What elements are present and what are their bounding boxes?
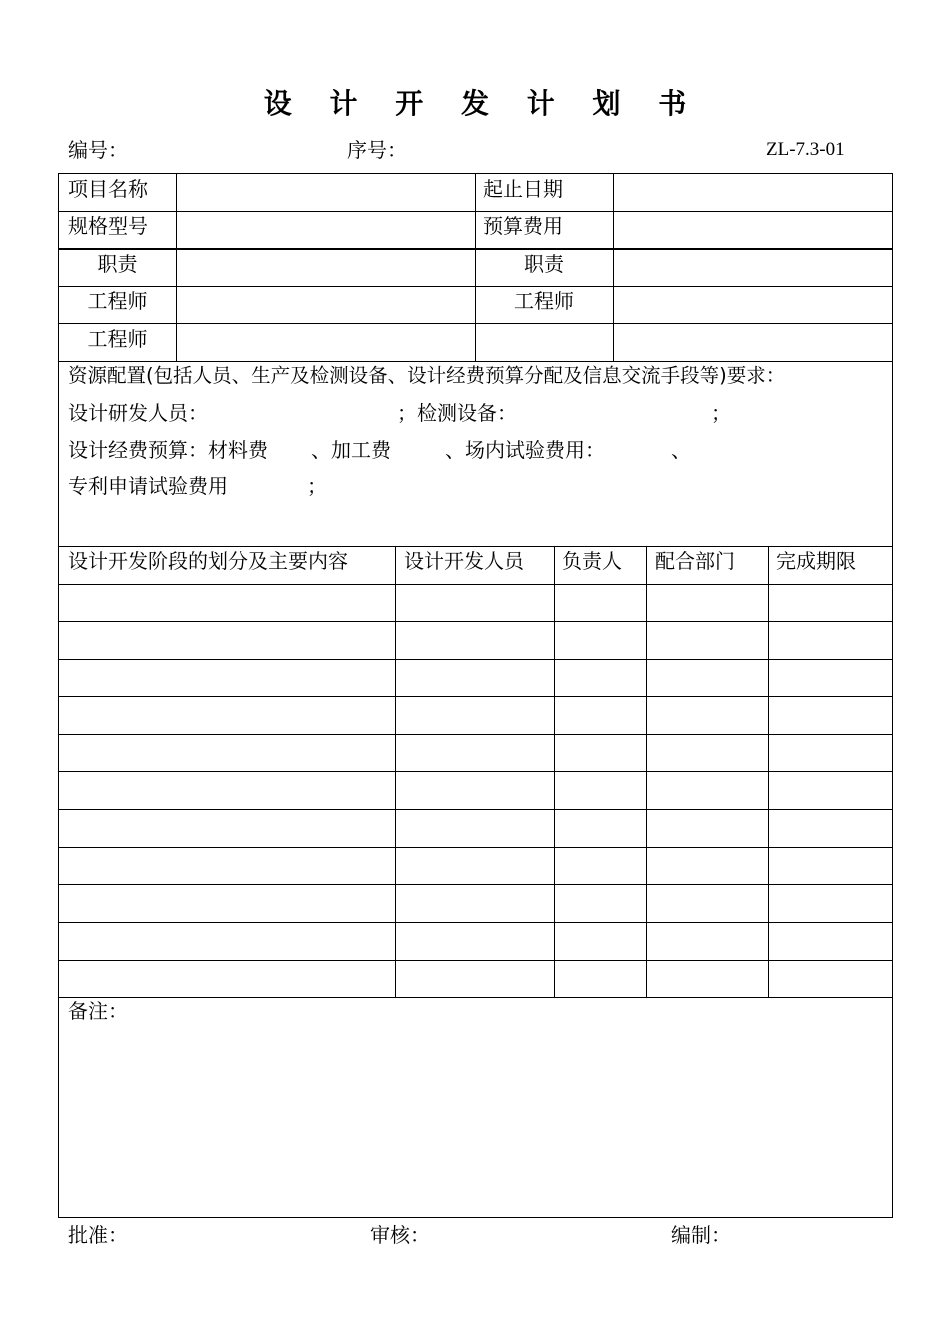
developer-header: 设计开发人员 [404,549,524,573]
equipment-label: ；检测设备： [397,401,517,425]
patent-end: ； [307,474,327,498]
col-divider [646,546,647,997]
budget-separator: 、 [671,438,691,462]
prepare-label: 编制： [671,1223,731,1247]
col-divider [176,174,177,361]
remarks-label: 备注： [68,999,128,1023]
col-divider [395,546,396,997]
engineer-label-right: 工程师 [514,289,574,313]
col-divider [554,546,555,997]
plan-form [58,173,893,1218]
number-label: 编号： [68,138,128,162]
equipment-end: ； [711,401,731,425]
budget-label: 预算费用 [483,214,563,238]
duty-label-left: 职责 [97,252,138,276]
approve-label: 批准： [68,1223,128,1247]
start-end-date-label: 起止日期 [483,177,563,201]
owner-header: 负责人 [562,549,622,573]
doc-code: ZL-7.3-01 [766,139,845,160]
stage-content-header: 设计开发阶段的划分及主要内容 [68,549,348,573]
col-divider [613,174,614,361]
processing-fee-label: 、加工费 [311,438,391,462]
review-label: 审核： [370,1223,430,1247]
engineer-label-left-1: 工程师 [87,289,148,313]
engineer-label-left-2: 工程师 [87,327,148,351]
page-title: 设 计 开 发 计 划 书 [263,87,701,120]
col-divider [768,546,769,997]
project-name-label: 项目名称 [68,177,148,201]
resources-requirement: 资源配置(包括人员、生产及检测设备、设计经费预算分配及信息交流手段等)要求： [68,364,786,387]
personnel-label: 设计研发人员： [68,401,208,425]
duty-label-right: 职责 [524,252,564,276]
onsite-test-fee-label: 、场内试验费用： [445,438,605,462]
spec-model-label: 规格型号 [68,214,148,238]
budget-materials-label: 设计经费预算：材料费 [68,438,268,462]
deadline-header: 完成期限 [776,549,856,573]
row-divider [59,997,892,998]
department-header: 配合部门 [655,549,735,573]
sequence-label: 序号： [347,138,407,162]
row-divider [59,361,892,362]
patent-test-fee-label: 专利申请试验费用 [68,474,228,498]
